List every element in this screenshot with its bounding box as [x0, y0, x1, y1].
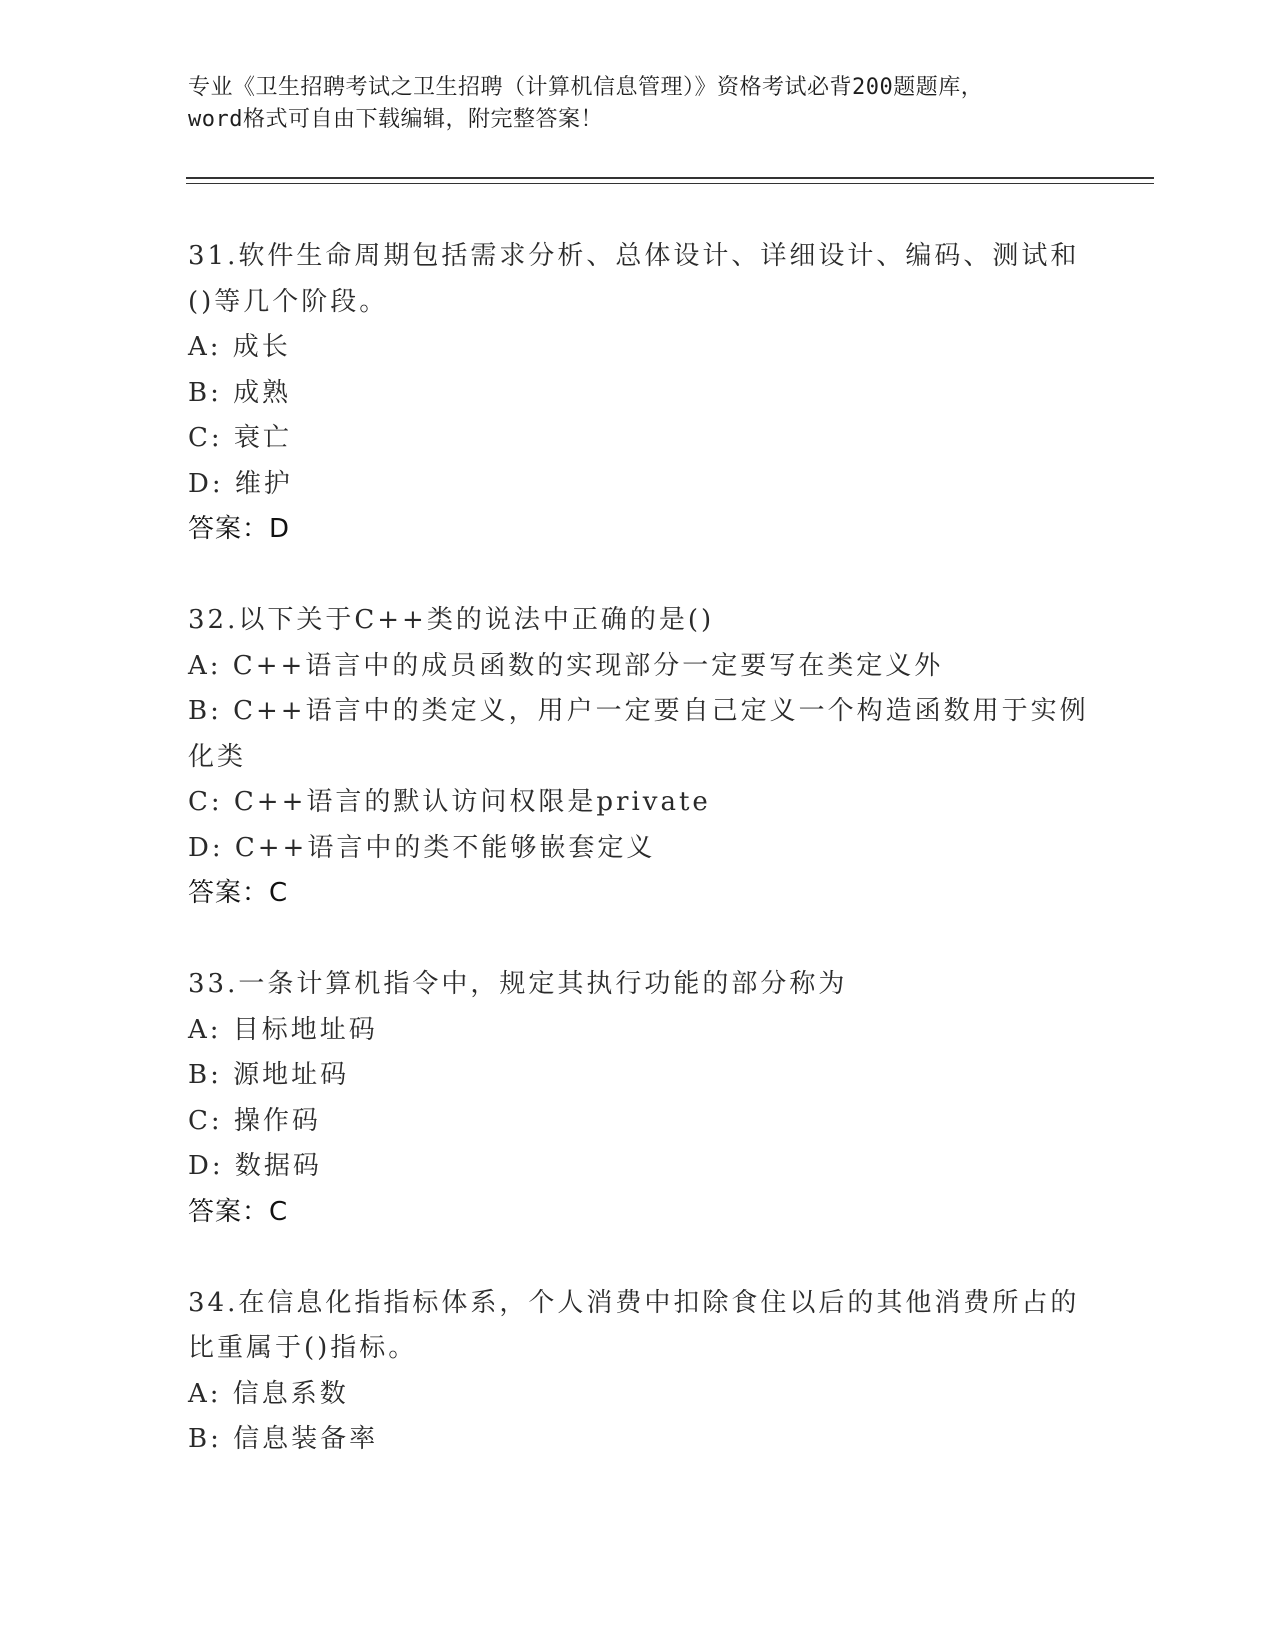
- question-text: 31.软件生命周期包括需求分析、总体设计、详细设计、编码、测试和: [188, 241, 1080, 271]
- option-a: A: 目标地址码: [188, 1014, 378, 1045]
- spacer: [188, 917, 1088, 963]
- option-b: B: C++语言中的类定义，用户一定要自己定义一个构造函数用于实例: [188, 696, 1089, 726]
- option-d: D: 数据码: [188, 1151, 322, 1181]
- question-text: 34.在信息化指指标体系，个人消费中扣除食住以后的其他消费所占的: [188, 1287, 1080, 1318]
- question-31: [188, 234, 1088, 553]
- header-divider-thick: [186, 177, 1154, 179]
- question-text: 比重属于()指标。: [188, 1333, 418, 1363]
- option-a: A: 信息系数: [188, 1378, 349, 1409]
- document-header: [188, 72, 1088, 136]
- option-a: A: C++语言中的成员函数的实现部分一定要写在类定义外: [188, 650, 944, 681]
- question-34: [188, 1281, 1088, 1463]
- header-line-1: 专业《卫生招聘考试之卫生招聘（计算机信息管理）》资格考试必背200题题库，: [188, 75, 984, 100]
- option-c: C: 操作码: [188, 1105, 321, 1136]
- answer-line: 答案：C: [188, 878, 289, 908]
- spacer: [188, 1235, 1088, 1281]
- option-b: B: 信息装备率: [188, 1424, 379, 1454]
- option-d: D: C++语言中的类不能够嵌套定义: [188, 832, 656, 863]
- header-divider-thin: [186, 183, 1154, 184]
- question-text: 32.以下关于C++类的说法中正确的是(): [188, 605, 715, 635]
- option-b: B: 源地址码: [188, 1060, 350, 1090]
- option-d: D: 维护: [188, 468, 293, 499]
- question-text: ()等几个阶段。: [188, 286, 389, 317]
- answer-line: 答案：D: [188, 514, 291, 544]
- question-33: [188, 962, 1088, 1235]
- question-list: [188, 234, 1088, 1463]
- question-32: [188, 598, 1088, 917]
- option-b: B: 成熟: [188, 377, 292, 408]
- option-c: C: 衰亡: [188, 423, 292, 453]
- spacer: [188, 553, 1088, 599]
- option-a: A: 成长: [188, 332, 291, 362]
- option-c: C: C++语言的默认访问权限是private: [188, 787, 711, 817]
- question-text: 33.一条计算机指令中，规定其执行功能的部分称为: [188, 969, 848, 999]
- option-b-continued: 化类: [188, 741, 247, 772]
- answer-line: 答案：C: [188, 1196, 289, 1227]
- header-line-2: word格式可自由下载编辑，附完整答案！: [188, 107, 603, 132]
